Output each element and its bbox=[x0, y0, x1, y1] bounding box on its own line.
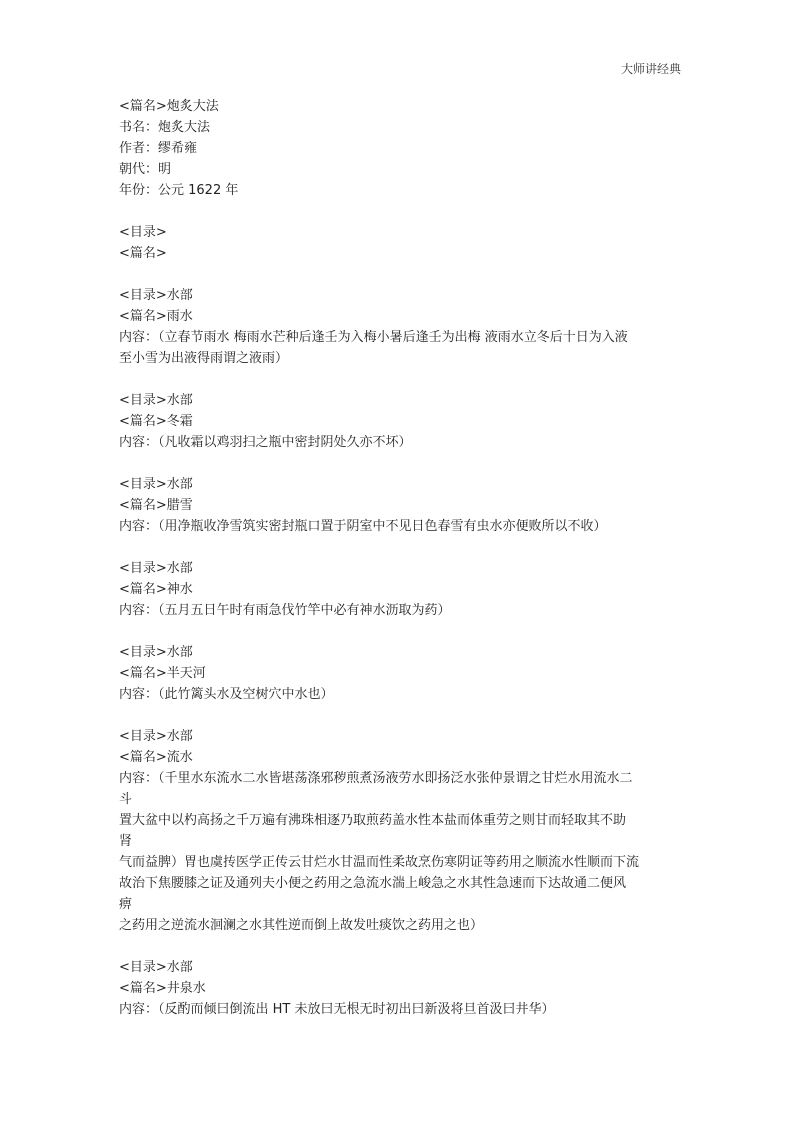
entry-title: <篇名>腊雪 bbox=[119, 498, 193, 513]
entry-content: 内容：（千里水东流水二水皆堪荡涤邪秽煎煮汤液劳水即扬泛水张仲景谓之甘烂水用流水二 bbox=[119, 771, 633, 786]
toc-mulu: <目录> bbox=[119, 225, 167, 240]
entry-category: <目录>水部 bbox=[119, 960, 193, 975]
entry bbox=[119, 726, 679, 936]
entry bbox=[119, 285, 679, 369]
entry-title: <篇名>井泉水 bbox=[119, 981, 206, 996]
entry-category: <目录>水部 bbox=[119, 561, 193, 576]
document-body bbox=[119, 96, 679, 1020]
entry-content: 内容：（凡收霜以鸡羽扫之瓶中密封阴处久亦不坏） bbox=[119, 435, 412, 450]
entry-content: 内容：（立春节雨水 梅雨水芒种后逢壬为入梅小暑后逢壬为出梅 液雨水立冬后十日为入液 bbox=[119, 330, 628, 345]
entry-content: 痹 bbox=[119, 897, 133, 912]
entry-category: <目录>水部 bbox=[119, 477, 193, 492]
entry-content: 故治下焦腰膝之证及通列夫小便之药用之急流水湍上峻急之水其性急速而下达故通二便风 bbox=[119, 876, 627, 891]
entry bbox=[119, 957, 679, 1020]
entry-title: <篇名>冬霜 bbox=[119, 414, 193, 429]
entry-category: <目录>水部 bbox=[119, 288, 193, 303]
entry-category: <目录>水部 bbox=[119, 645, 193, 660]
dynasty: 朝代：明 bbox=[119, 162, 172, 177]
author: 作者：缪希雍 bbox=[119, 141, 198, 156]
entry bbox=[119, 642, 679, 705]
entry-content: 内容：（五月五日午时有雨急伐竹竿中必有神水沥取为药） bbox=[119, 603, 451, 618]
entry-content: 内容：（反酌而倾曰倒流出 HT 未放曰无根无时初出曰新汲将旦首汲曰井华） bbox=[119, 1002, 555, 1017]
entry-category: <目录>水部 bbox=[119, 729, 193, 744]
entry-content: 内容：（用净瓶收净雪筑实密封瓶口置于阴室中不见日色春雪有虫水亦便败所以不收） bbox=[119, 519, 607, 534]
entry bbox=[119, 558, 679, 621]
entry-title: <篇名>半天河 bbox=[119, 666, 206, 681]
entry bbox=[119, 390, 679, 453]
entry-content: 内容：（此竹篱头水及空树穴中水也） bbox=[119, 687, 334, 702]
entry-title: <篇名>雨水 bbox=[119, 309, 193, 324]
entry-content: 至小雪为出液得雨谓之液雨） bbox=[119, 351, 289, 366]
entry-content: 肾 bbox=[119, 834, 133, 849]
toc-pianming: <篇名> bbox=[119, 246, 167, 261]
entry-title: <篇名>神水 bbox=[119, 582, 193, 597]
entry bbox=[119, 474, 679, 537]
entry-content: 气而益脾）胃也虞抟医学正传云甘烂水甘温而性柔故烹伤寒阴证等药用之顺流水性顺而下流 bbox=[119, 855, 640, 870]
year: 年份：公元 1622 年 bbox=[119, 183, 239, 198]
entry-title: <篇名>流水 bbox=[119, 750, 193, 765]
book-name: 书名：炮炙大法 bbox=[119, 120, 211, 135]
entry-content: 之药用之逆流水洄澜之水其性逆而倒上故发吐痰饮之药用之也） bbox=[119, 918, 484, 933]
title-line: <篇名>炮炙大法 bbox=[119, 99, 219, 114]
entry-content: 斗 bbox=[119, 792, 133, 807]
page-header: 大师讲经典 bbox=[620, 62, 681, 76]
entry-category: <目录>水部 bbox=[119, 393, 193, 408]
entry-content: 置大盆中以杓高扬之千万遍有沸珠相逐乃取煎药盖水性本盐而体重劳之则甘而轻取其不助 bbox=[119, 813, 627, 828]
